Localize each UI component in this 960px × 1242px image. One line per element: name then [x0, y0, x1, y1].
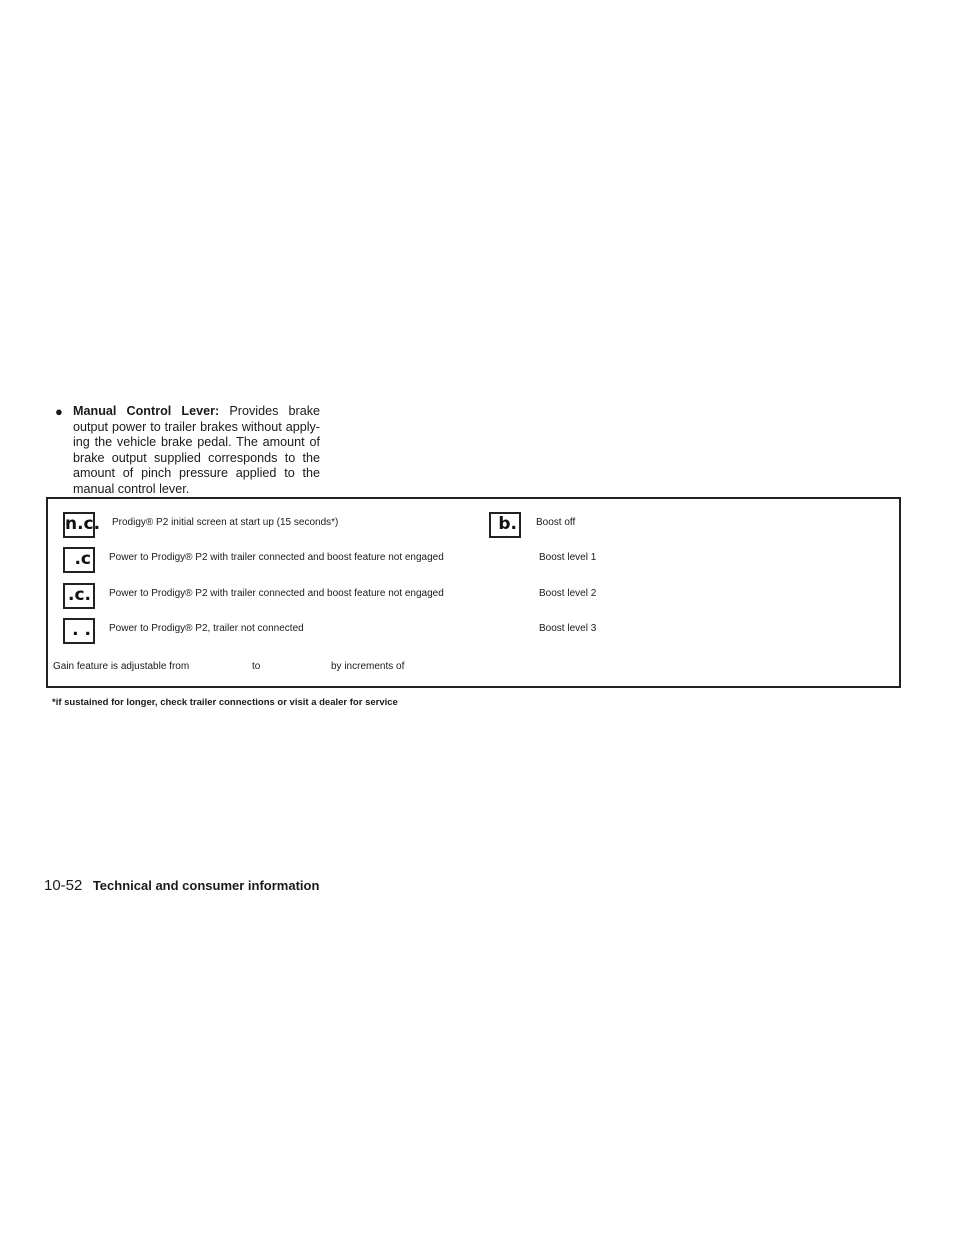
bullet-term: Manual Control Lever:	[73, 404, 220, 418]
right-row-description: Boost level 1	[539, 552, 597, 563]
right-row-description: Boost level 3	[539, 623, 597, 634]
gain-prefix: Gain feature is adjustable from	[53, 661, 190, 672]
right-row-description: Boost level 2	[539, 588, 597, 599]
bullet-icon: ●	[55, 404, 63, 419]
left-row-description: Power to Prodigy® P2, trailer not connected	[109, 623, 304, 634]
left-row-description: Power to Prodigy® P2 with trailer connected and boost feature not engaged	[109, 552, 444, 563]
gain-to: to	[252, 661, 261, 672]
display-dots-icon: . .	[63, 618, 95, 644]
page-footer	[44, 877, 319, 895]
gain-increments: by increments of	[331, 661, 405, 672]
display-table	[46, 497, 901, 688]
right-row-description: Boost off	[536, 517, 576, 528]
manual-control-lever-bullet	[55, 404, 320, 498]
left-row-description: Prodigy® P2 initial screen at start up (15 seconds*)	[112, 517, 339, 528]
bullet-description: Provides brake output power to trailer brakes without apply-ing the vehicle brake pedal. The amount of brake output supplied corresponds to the amount of pinch pressure applied to the manual control lever.	[73, 404, 321, 496]
display-c-dot-icon: .c.	[63, 583, 95, 609]
bullet-paragraph	[73, 404, 320, 498]
section-title: Technical and consumer information	[92, 878, 320, 893]
display-nc-icon: n.c.	[63, 512, 95, 538]
display-b-icon: b.	[489, 512, 521, 538]
page-number: 10-52	[44, 877, 83, 894]
display-c-icon: .c	[63, 547, 95, 573]
footnote: *if sustained for longer, check trailer connections or visit a dealer for service	[52, 697, 398, 708]
left-row-description: Power to Prodigy® P2 with trailer connected and boost feature not engaged	[109, 588, 444, 599]
